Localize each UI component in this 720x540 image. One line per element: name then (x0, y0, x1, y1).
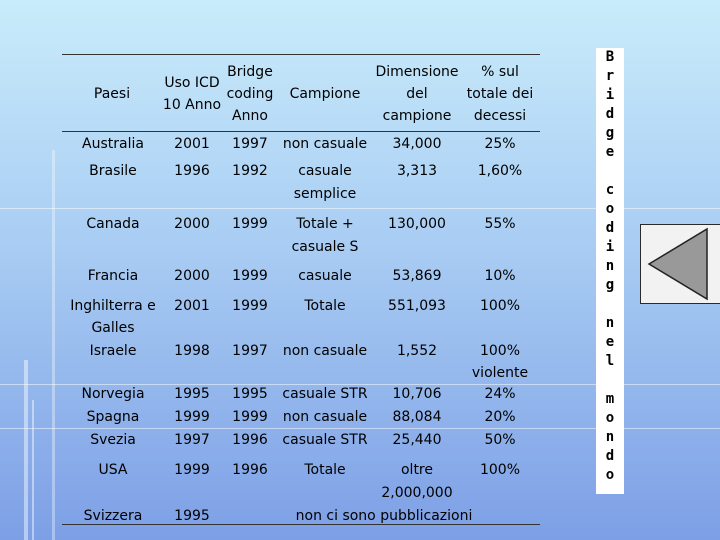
cell-dimensione: 3,313 (396, 163, 438, 179)
cell-paese: Canada (86, 216, 140, 232)
cell-icd: 1997 (174, 432, 210, 448)
cell-bridge: 1999 (232, 298, 268, 314)
cell-bridge: 1992 (232, 163, 268, 179)
cell-percent: 50% (484, 432, 516, 448)
title-letter: o (605, 467, 615, 483)
cell-paese: Spagna (86, 409, 140, 425)
cell-campione: non casuale (282, 136, 368, 152)
cell-campione: casuale S (291, 239, 359, 255)
title-letter: g (605, 277, 615, 293)
cell-paese: Brasile (89, 163, 137, 179)
header-dimensione-2: del (406, 86, 428, 102)
cell-icd: 1995 (174, 386, 210, 402)
cell-dimensione: 2,000,000 (381, 485, 453, 501)
header-percent-3: decessi (473, 108, 527, 124)
title-letter: d (605, 448, 615, 464)
cell-percent: 100% (479, 298, 521, 314)
cell-paese: Israele (89, 343, 137, 359)
cell-paese: Francia (87, 268, 139, 284)
decor-ribbon (32, 400, 34, 540)
back-nav-button[interactable] (640, 224, 720, 304)
cell-dimensione: 1,552 (396, 343, 438, 359)
title-letter: i (605, 87, 615, 103)
title-letter: e (605, 334, 615, 350)
header-bridge-3: Anno (232, 108, 268, 124)
header-dimensione-1: Dimensione (375, 64, 459, 80)
table-rule (62, 54, 540, 55)
cell-bridge: 1996 (232, 432, 268, 448)
cell-campione: semplice (293, 186, 357, 202)
cell-paese: USA (98, 462, 128, 478)
cell-paese: Svizzera (83, 508, 143, 524)
title-letter: n (605, 258, 615, 274)
title-letter: l (605, 353, 615, 369)
title-letter: o (605, 201, 615, 217)
cell-percent: 10% (484, 268, 516, 284)
vertical-title (596, 48, 624, 494)
title-letter: B (605, 49, 615, 65)
header-campione: Campione (289, 86, 361, 102)
cell-icd: 2000 (174, 268, 210, 284)
cell-icd: 1999 (174, 409, 210, 425)
cell-campione: Totale (304, 462, 346, 478)
title-letter: g (605, 125, 615, 141)
header-percent-1: % sul (481, 64, 519, 80)
header-percent-2: totale dei (466, 86, 534, 102)
cell-icd: 2000 (174, 216, 210, 232)
title-letter: c (605, 182, 615, 198)
cell-campione: casuale STR (282, 386, 368, 402)
cell-icd: 1999 (174, 462, 210, 478)
table-rule (62, 131, 540, 132)
cell-dimensione: 10,706 (392, 386, 442, 402)
cell-percent: violente (471, 365, 529, 381)
cell-campione: Totale + (296, 216, 354, 232)
cell-percent: 55% (484, 216, 516, 232)
cell-bridge: 1997 (232, 136, 268, 152)
cell-dimensione: 34,000 (392, 136, 442, 152)
title-letter: o (605, 410, 615, 426)
cell-bridge: 1996 (232, 462, 268, 478)
cell-note: non ci sono pubblicazioni (295, 508, 473, 524)
data-table (62, 54, 540, 525)
title-letter: d (605, 220, 615, 236)
cell-icd: 1996 (174, 163, 210, 179)
cell-icd: 1998 (174, 343, 210, 359)
cell-icd: 1995 (174, 508, 210, 524)
title-letter: d (605, 106, 615, 122)
cell-bridge: 1999 (232, 409, 268, 425)
title-letter: n (605, 429, 615, 445)
cell-campione: Totale (304, 298, 346, 314)
cell-dimensione: 25,440 (392, 432, 442, 448)
cell-bridge: 1999 (232, 268, 268, 284)
cell-percent: 100% (479, 343, 521, 359)
cell-paese: Norvegia (81, 386, 145, 402)
cell-percent: 20% (484, 409, 516, 425)
title-letter (596, 162, 624, 181)
cell-dimensione: 88,084 (392, 409, 442, 425)
header-bridge-2: coding (226, 86, 274, 102)
cell-dimensione: 551,093 (388, 298, 446, 314)
title-letter: i (605, 239, 615, 255)
cell-campione: non casuale (282, 343, 368, 359)
header-uso-icd-1: Uso ICD (164, 75, 220, 91)
cell-icd: 2001 (174, 136, 210, 152)
cell-paese: Inghilterra e (70, 298, 156, 314)
cell-campione: casuale STR (282, 432, 368, 448)
decor-ribbon (24, 360, 28, 540)
cell-percent: 25% (484, 136, 516, 152)
cell-bridge: 1997 (232, 343, 268, 359)
title-letter: e (605, 144, 615, 160)
title-letter: n (605, 315, 615, 331)
cell-dimensione: oltre (400, 462, 433, 478)
cell-bridge: 1995 (232, 386, 268, 402)
cell-bridge: 1999 (232, 216, 268, 232)
cell-percent: 24% (484, 386, 516, 402)
cell-campione: casuale (298, 268, 352, 284)
cell-paese: Svezia (90, 432, 136, 448)
play-back-triangle-icon (641, 225, 720, 303)
header-dimensione-3: campione (382, 108, 452, 124)
cell-campione: non casuale (282, 409, 368, 425)
title-letter: m (605, 391, 615, 407)
cell-dimensione: 130,000 (388, 216, 446, 232)
cell-paese: Australia (82, 136, 144, 152)
header-bridge-1: Bridge (227, 64, 273, 80)
cell-percent: 1,60% (477, 163, 523, 179)
title-letter: r (605, 68, 615, 84)
title-letter (596, 371, 624, 390)
cell-dimensione: 53,869 (392, 268, 442, 284)
cell-icd: 2001 (174, 298, 210, 314)
header-uso-icd-2: 10 Anno (162, 97, 222, 113)
title-letter (596, 295, 624, 314)
cell-paese: Galles (91, 320, 135, 336)
cell-campione: casuale (298, 163, 352, 179)
cell-percent: 100% (479, 462, 521, 478)
header-paesi: Paesi (93, 86, 131, 102)
